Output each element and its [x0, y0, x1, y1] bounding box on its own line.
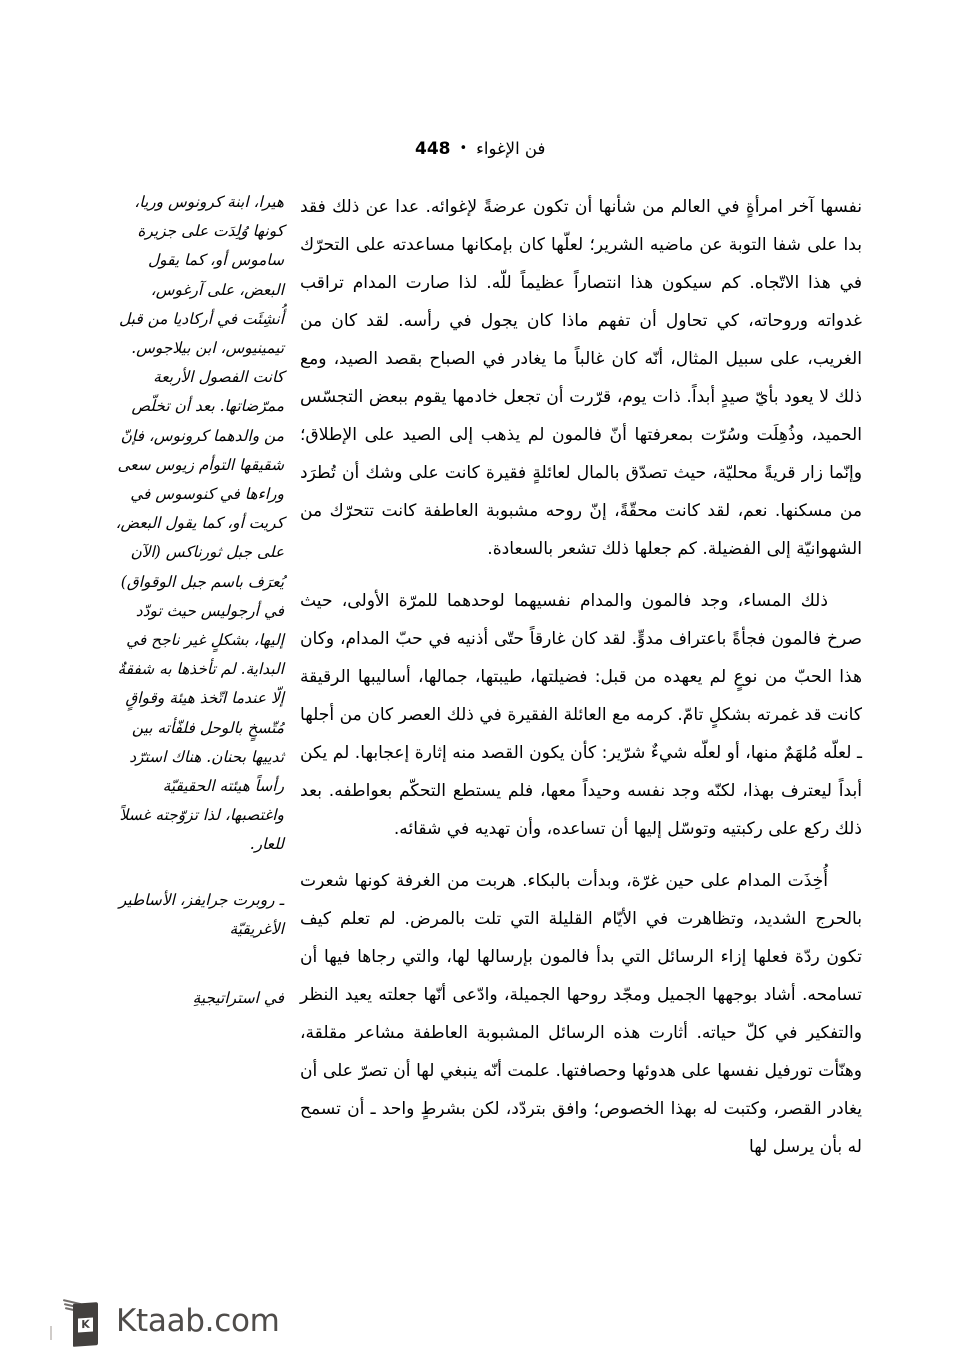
- site-watermark: [62, 1290, 280, 1352]
- paragraph: ذلك المساء، وجد فالمون والمدام نفسيهما لوحدهما للمرّة الأولى، حيث صرخ فالمون فجأةً باعتراف مدوٍّ. لقد كان غارقاً حتّى أذنيه في حبّ المدام، وكان هذا الحبّ من نوعٍ لم يعهده من قبل: فضيلتها، طيبتها، جمالها، أساليبها الرقيقة كانت قد غمرته بشكلٍ تامّ. كرمه مع العائلة الفقيرة في ذلك العصر كان من أجلها ـ لعلّه مُلهَمٌ منها، أو لعلّه شيءٌ شرّير: كأن يكون القصد منه إثارة إعجابها. لم يكن أبداً ليعترف بهذا، لكنّه وجد نفسه وحيداً معها، فلم يستطع التحكّم بعواطفه. بعد ذلك ركع على ركبتيه وتوسّل إليها أن تساعده، وأن تهديه في شقائه.: [300, 591, 862, 839]
- watermark-brand-text: Ktaab.com: [116, 1302, 280, 1339]
- logo-letter: K: [78, 1317, 93, 1332]
- sidebar-quote-column: [112, 188, 290, 1253]
- running-head-separator: •: [459, 141, 468, 156]
- running-head-book-title: فن الإغواء: [476, 139, 546, 158]
- open-book-icon: [62, 1296, 108, 1346]
- running-head: [415, 138, 835, 160]
- page-number: 448: [415, 139, 451, 159]
- paragraph: نفسها آخر امرأةٍ في العالم من شأنها أن تكون عرضةً لإغوائه. عدا عن ذلك فقد بدا على شفا التوبة عن ماضيه الشرير؛ لعلّها كان بإمكانها مساعدته على التحرّك في هذا الاتّجاه. كم سيكون هذا انتصاراً عظيماً للّه. لذا صارت المدام تراقب غدواته وروحاته، كي تحاول أن تفهم ماذا كان يجول في رأسه. لقد كان من الغريب، على سبيل المثال، أنّه كان غالباً ما يغادر في الصباح بقصد الصيد، ومع ذلك لا يعود بأيّ صيدٍ أبداً. ذات يوم، قرّرت أن تجعل خادمها يقوم ببعض التجسّس الحميد، وذُهِلَت وسُرّت بمعرفتها أنّ فالمون لم يذهب إلى الصيد على الإطلاق؛ وإنّما زار قريةً محليّة، حيث تصدّق بالمال لعائلةٍ فقيرة كانت على وشك أن تُطرَد من مسكنها. نعم، لقد كانت محقّةً، إنّ روحه مشبوبة العاطفة كانت تتحرّك من الشهوانيّة إلى الفضيلة. كم جعلها ذلك تشعر بالسعادة.: [300, 197, 862, 559]
- sidebar-quote-attribution: ـ روبرت جرايفز، الأساطير الأغريقيّة: [118, 890, 284, 938]
- paragraph: أُخِذَت المدام على حين غرّة، وبدأت بالبكاء. هربت من الغرفة كونها شعرت بالحرج الشديد، وتظاهرت في الأيّام القليلة التي تلت بالمرض. لم تعلم كيف تكون ردّة فعلها إزاء الرسائل التي بدأ فالمون بإرسالها لها، والتي رجاها فيها أن تسامحه. أشاد بوجهها الجميل ومجّد روحها الجميلة، وادّعى أنّها جعلته يعيد النظر والتفكير في كلّ حياته. أثارت هذه الرسائل المشبوبة العاطفة مشاعر مقلقة، وهنّأت تورفيل نفسها على هدوئها وحصافتها. علمت أنّه ينبغي لها أن تصرّ على أن يغادر القصر، وكتبت له بهذا الخصوص؛ وافق بتردّد، لكن بشرطٍ واحد ـ أن تسمح له بأن يرسل لها: [300, 871, 862, 1157]
- page-edge-mark: [50, 1326, 52, 1340]
- main-text-column: [290, 188, 862, 1253]
- running-head-inner: [415, 138, 545, 160]
- sidebar-quote-text: هيرا، ابنة كرونوس وريا، كونها وُلِدَت على جزيرة ساموس أو، كما يقول البعض، على آرغوس، أُنشِئَت في أركاديا من قبل تيمينيوس، ابن بيلاجوس. كانت الفصول الأربعة ممرّضاتها. بعد أن تخلّص من والدهما كرونوس، فإنّ شقيقها التوأم زيوس سعى وراءها في كنوسوس في كريت أو، كما يقول البعض، على جبل ثورناكس (الآن يُعرَف باسم جبل الوقواق) في أرجوليس حيث تودّد إليها، بشكلٍ غير ناجح في البداية. لم تأخذها به شفقةٌ إلّا عندما اتّخذ هيئة وقواقٍ مُتّسخٍ بالوحل فلفّأته بين ثدييها بحنان. هناك استرّد رأساً هيئته الحقيقيّة واغتصبها، لذا تزوّجته غسلاً للعار.: [115, 193, 284, 854]
- page-body: [112, 188, 863, 1253]
- sidebar-trailing-note: في استراتيجيةِ: [192, 989, 284, 1008]
